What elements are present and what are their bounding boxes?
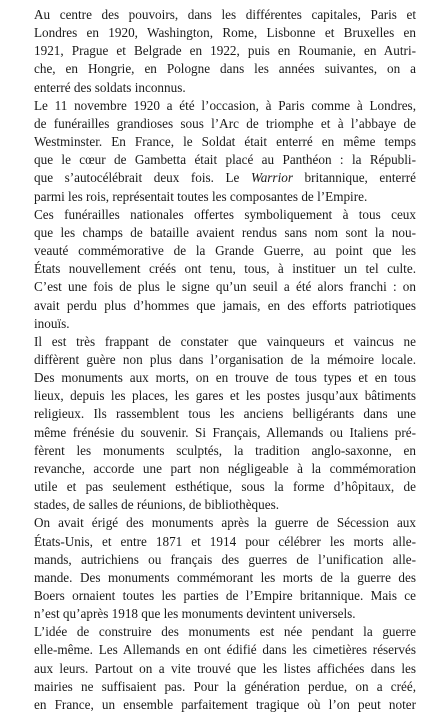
text-line: Il est très frappant de constater que vainqueurs et vaincus ne xyxy=(34,333,416,349)
text-line: mande. Des monuments commémorant les morts de la guerre des xyxy=(34,569,416,585)
text-line: avait perdu plus d’hommes que jamais, en des efforts patriotiques xyxy=(34,297,416,313)
paragraph-5 xyxy=(24,514,416,623)
text-line: enterré des soldats inconnus. xyxy=(34,79,186,95)
paragraph-6 xyxy=(24,623,416,714)
text-line: de funérailles grandioses sous l’Arc de triomphe et à l’abbaye de xyxy=(34,115,416,131)
text-line: On avait érigé des monuments après la guerre de Sécession aux xyxy=(34,515,416,531)
text-line: Westminster. En France, le Soldat était enterré en même temps xyxy=(34,134,416,150)
text-line: elle-même. Les Allemands en ont édifié dans les cimetières réservés xyxy=(34,642,416,658)
text-line: Au centre des pouvoirs, dans les différentes capitales, Paris et xyxy=(34,7,416,22)
text-line: inouïs. xyxy=(34,315,70,331)
text-line: che, en Hongrie, en Pologne dans les années suivantes, on a xyxy=(34,61,416,77)
text-line: que s’autocélébrait deux fois. Le Warrior britannique, enterré xyxy=(34,170,416,186)
text-line: veauté commémorative de la Grande Guerre, au point que les xyxy=(34,243,416,259)
text-line: Londres en 1920, Washington, Rome, Lisbonne et Bruxelles en xyxy=(34,25,416,41)
paragraph-1 xyxy=(24,6,416,97)
text-line: fèrent les monuments sculptés, la tradition anglo-saxonne, en xyxy=(34,442,416,458)
text-line: Boers ornaient toutes les parties de l’Empire britannique. Mais ce xyxy=(34,588,416,603)
text-line: en France, un ensemble parfaitement tragique où l’on peut noter xyxy=(34,696,416,712)
paragraph-4 xyxy=(24,333,416,515)
text-line: Le 11 novembre 1920 a été l’occasion, à Paris comme à Londres, xyxy=(34,97,416,113)
text-line: même frénésie du souvenir. Si Français, Allemands ou Italiens pré- xyxy=(34,424,416,440)
text-line: utile et pas seulement esthétique, sous la forme d’hôpitaux, de xyxy=(34,479,416,495)
text-line: que le cœur de Gambetta était placé au Panthéon : la Républi- xyxy=(34,152,416,168)
text-line: mairies ne suffisaient pas. Pour la génération perdue, on a créé, xyxy=(34,678,416,694)
paragraph-3 xyxy=(24,206,416,333)
text-line: C’est une fois de plus le signe qu’un seuil a été alors franchi : on xyxy=(34,279,416,295)
paragraph-2 xyxy=(24,97,416,206)
text-line: aux leurs. Partout on a vite trouvé que les listes affichées dans les xyxy=(34,660,416,676)
text-line: n’est qu’après 1918 que les monuments devintent universels. xyxy=(34,606,356,622)
text-line: 1921, Prague et Belgrade en 1922, puis en Roumanie, en Autri- xyxy=(34,43,416,59)
text-line: L’idée de construire des monuments est née pendant la guerre xyxy=(34,624,416,640)
text-line: Des monuments aux morts, on en trouve de tous types et en tous xyxy=(34,370,416,386)
text-line: lieux, depuis les places, les gares et les postes jusqu’aux bâtiments xyxy=(34,388,416,404)
text-line: stades, de salles de réunions, de bibliothèques. xyxy=(34,497,280,513)
text-line: diffèrent guère non plus dans l’organisation de la mémoire locale. xyxy=(34,351,416,367)
text-line: revanche, accorde une part non négligeable à la commémoration xyxy=(34,460,416,476)
text-line: religieux. Ils rassemblent tous les anciens belligérants dans une xyxy=(34,406,416,422)
text-line: mands, autrichiens ou français des guerres de l’unification alle- xyxy=(34,551,416,567)
italic-text: Warrior xyxy=(250,170,293,186)
text-line: États nouvellement créés ont tenu, tous, à instituer un tel culte. xyxy=(34,261,416,277)
text-line: que les champs de bataille avaient rendus sans nom sont la nou- xyxy=(34,224,416,240)
document-page xyxy=(24,6,416,714)
text-line: Ces funérailles nationales offertes symboliquement à tous ceux xyxy=(34,206,416,222)
text-line: États-Unis, et entre 1871 et 1914 pour célébrer les morts alle- xyxy=(34,533,416,549)
text-line: parmi les rois, représentait toutes les composantes de l’Empire. xyxy=(34,188,368,204)
